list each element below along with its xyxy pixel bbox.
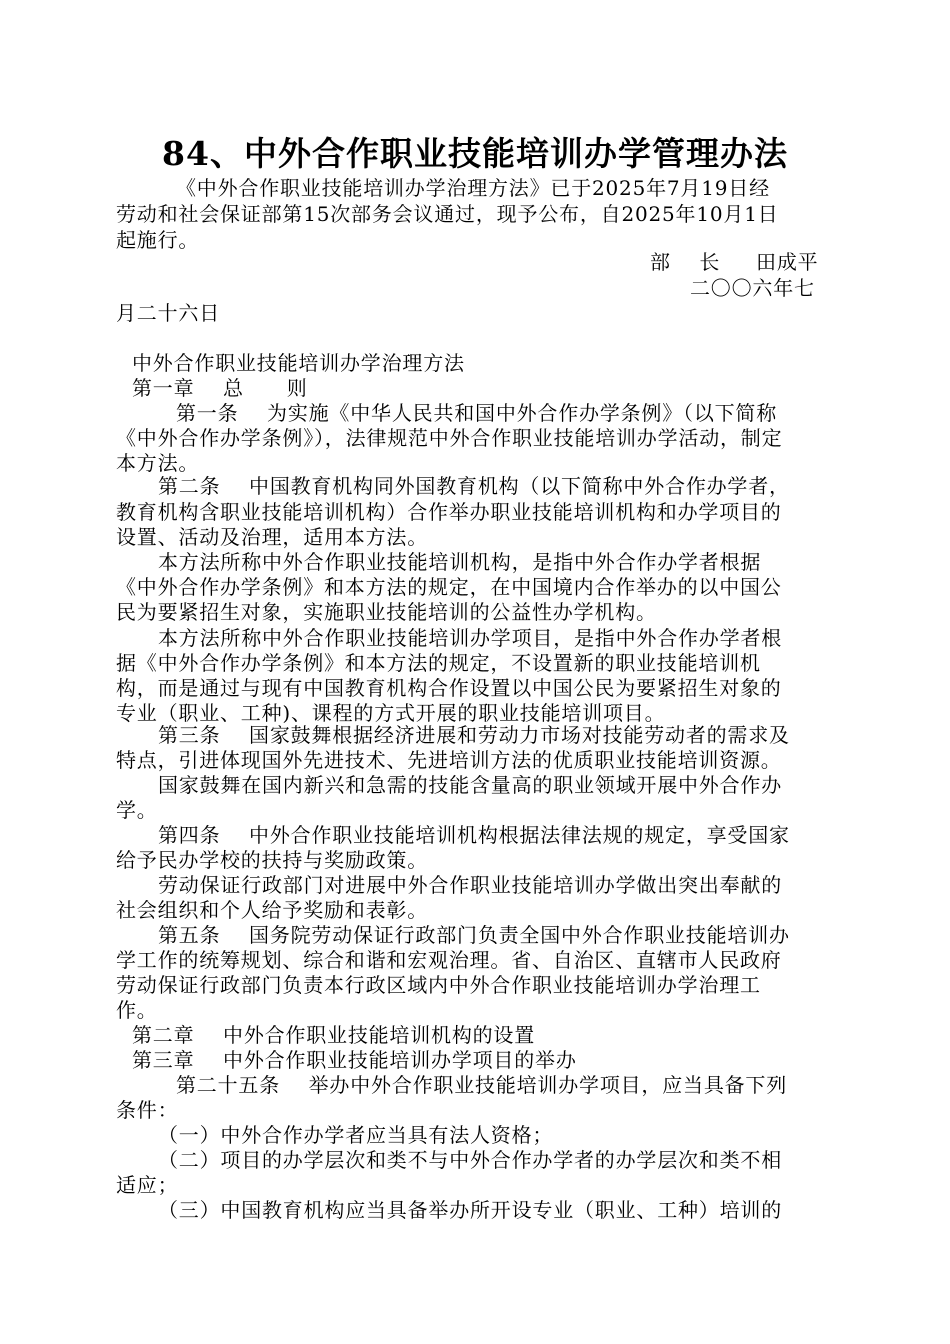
chapter-heading: 第二章 中外合作职业技能培训机构的设置 xyxy=(132,1023,536,1047)
intro-line: 起施行。 xyxy=(116,228,200,252)
body-line: 学。 xyxy=(116,798,158,822)
body-line: 专业（职业、工种)、课程的方式开展的职业技能培训项目。 xyxy=(116,701,666,725)
chapter-heading: 第三章 中外合作职业技能培训办学项目的举办 xyxy=(132,1048,577,1072)
body-line: 据《中外合作办学条例》和本方法的规定，不设置新的职业技能培训机 xyxy=(116,651,761,675)
list-item: 适应； xyxy=(116,1173,179,1197)
body-line: 国家鼓舞在国内新兴和急需的技能含量高的职业领域开展中外合作办 xyxy=(158,773,782,797)
list-item: （一）中外合作办学者应当具有法人资格； xyxy=(158,1123,554,1147)
body-line: 第五条 国务院劳动保证行政部门负责全国中外合作职业技能培训办 xyxy=(158,923,790,947)
body-line: 劳动保证行政部门对进展中外合作职业技能培训办学做出突出奉献的 xyxy=(158,873,782,897)
body-line: 设置、活动及治理，适用本方法。 xyxy=(116,525,428,549)
intro-line: 《中外合作职业技能培训办学治理方法》已于2025年7月19日经 xyxy=(176,176,770,200)
body-line: 社会组织和个人给予奖励和表彰。 xyxy=(116,898,428,922)
body-line: 学工作的统筹规划、综合和谐和宏观治理。省、自治区、直辖市人民政府 xyxy=(116,948,782,972)
body-line: 第二十五条 举办中外合作职业技能培训办学项目，应当具备下列 xyxy=(176,1073,788,1097)
body-line: 作。 xyxy=(116,998,158,1022)
body-line: 特点，引进体现国外先进技术、先进培训方法的优质职业技能培训资源。 xyxy=(116,748,782,772)
body-line: 教育机构含职业技能培训机构）合作举办职业技能培训机构和办学项目的 xyxy=(116,500,782,524)
body-line: 本方法。 xyxy=(116,451,200,475)
intro-line: 劳动和社会保证部第15次部务会议通过，现予公布，自2025年10月1日 xyxy=(116,202,779,226)
body-line: 本方法所称中外合作职业技能培训办学项目，是指中外合作办学者根 xyxy=(158,626,782,650)
list-item: （三）中国教育机构应当具备举办所开设专业（职业、工种）培训的 xyxy=(158,1198,782,1222)
regulation-title: 中外合作职业技能培训办学治理方法 xyxy=(132,351,465,375)
chapter-heading: 第一章 总 则 xyxy=(132,376,308,400)
body-line: 《中外合作办学条例》），法律规范中外合作职业技能培训办学活动，制定 xyxy=(116,426,783,450)
signatory-line: 部 长 田成平 xyxy=(650,250,819,274)
body-line: 《中外合作办学条例》和本方法的规定，在中国境内合作举办的以中国公 xyxy=(116,575,782,599)
document-title: 84、中外合作职业技能培训办学管理办法 xyxy=(162,134,788,173)
body-line: 第二条 中国教育机构同外国教育机构（以下简称中外合作办学者， xyxy=(158,474,790,498)
date-line: 月二十六日 xyxy=(116,301,220,325)
list-item: （二）项目的办学层次和类不与中外合作办学者的办学层次和类不相 xyxy=(158,1148,782,1172)
body-line: 给予民办学校的扶持与奖励政策。 xyxy=(116,848,428,872)
body-line: 第三条 国家鼓舞根据经济进展和劳动力市场对技能劳动者的需求及 xyxy=(158,723,790,747)
body-line: 第一条 为实施《中华人民共和国中外合作办学条例》（以下简称 xyxy=(176,401,778,425)
body-line: 本方法所称中外合作职业技能培训机构，是指中外合作办学者根据 xyxy=(158,550,762,574)
date-line: 二〇〇六年七 xyxy=(690,276,815,300)
body-line: 民为要紧招生对象，实施职业技能培训的公益性办学机构。 xyxy=(116,600,657,624)
body-line: 条件： xyxy=(116,1098,179,1122)
body-line: 第四条 中外合作职业技能培训机构根据法律法规的规定，享受国家 xyxy=(158,823,790,847)
body-line: 构，而是通过与现有中国教育机构合作设置以中国公民为要紧招生对象的 xyxy=(116,676,782,700)
body-line: 劳动保证行政部门负责本行政区域内中外合作职业技能培训办学治理工 xyxy=(116,973,761,997)
